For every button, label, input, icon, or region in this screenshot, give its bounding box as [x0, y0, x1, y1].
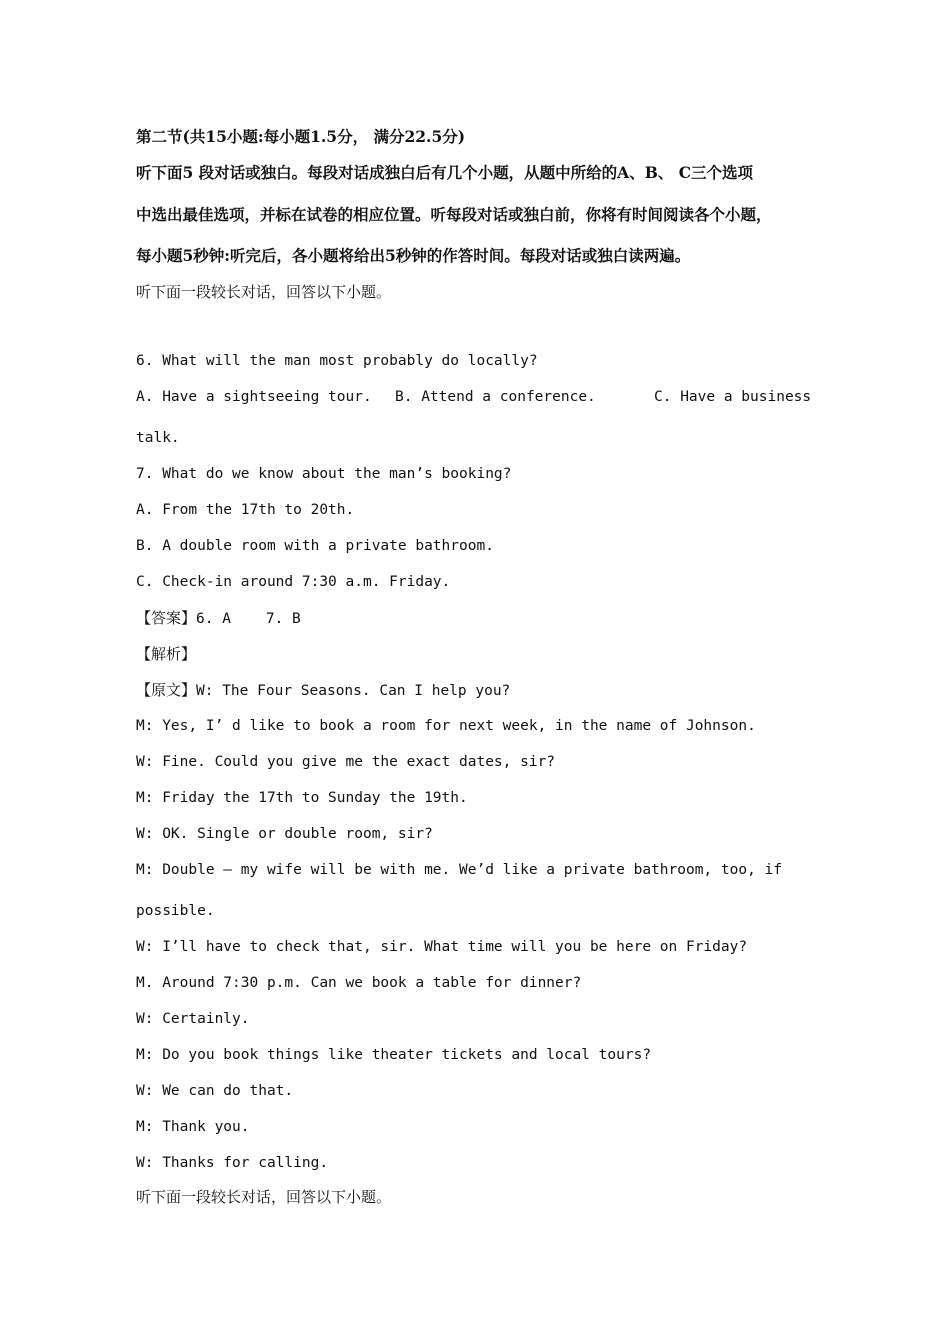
- transcript-line: W: We can do that.: [136, 1083, 294, 1099]
- question-6-option-c-continued: talk.: [136, 430, 180, 446]
- transcript-line: M: Friday the 17th to Sunday the 19th.: [136, 790, 468, 806]
- transcript-line: W: Fine. Could you give me the exact dates, sir?: [136, 754, 556, 770]
- question-7-option-b: B. A double room with a private bathroom.: [136, 538, 494, 554]
- instruction-line-2: 中选出最佳选项，并标在试卷的相应位置。听每段对话或独白前，你将有时间阅读各个小题，: [136, 205, 772, 224]
- question-6-option-c: C. Have a business: [654, 389, 812, 405]
- transcript-line: possible.: [136, 903, 215, 919]
- question-7-option-a: A. From the 17th to 20th.: [136, 502, 355, 518]
- transcript-line: M: Double — my wife will be with me. We’d like a private bathroom, too, if: [136, 862, 783, 878]
- transcript-line: M: Do you book things like theater tickets and local tours?: [136, 1047, 652, 1063]
- transcript-line: W: I’ll have to check that, sir. What time will you be here on Friday?: [136, 939, 748, 955]
- answer-text: 6. A 7. B: [196, 611, 301, 627]
- answer-label: 【答案】: [136, 609, 197, 627]
- question-6-stem: 6. What will the man most probably do locally?: [136, 353, 538, 369]
- question-7-stem: 7. What do we know about the man’s booking?: [136, 466, 512, 482]
- listening-prompt: 听下面一段较长对话，回答以下小题。: [136, 283, 392, 301]
- transcript-first-line: [136, 680, 510, 701]
- instruction-line-1: 听下面5 段对话或独白。每段对话成独白后有几个小题，从题中所给的A、B、 C三个选项: [136, 163, 754, 182]
- question-7-option-c: C. Check-in around 7:30 a.m. Friday.: [136, 574, 451, 590]
- next-listening-prompt: 听下面一段较长对话，回答以下小题。: [136, 1188, 392, 1206]
- transcript-line: M: Yes, I’ d like to book a room for next week, in the name of Johnson.: [136, 718, 756, 734]
- transcript-line: W: Thanks for calling.: [136, 1155, 329, 1171]
- transcript-line: M. Around 7:30 p.m. Can we book a table for dinner?: [136, 975, 582, 991]
- transcript-line: W: Certainly.: [136, 1011, 250, 1027]
- analysis-label: 【解析】: [136, 645, 197, 663]
- answer-line: [136, 608, 301, 629]
- transcript-label: 【原文】: [136, 681, 197, 699]
- instruction-line-3: 每小题5秒钟:听完后，各小题将给出5秒钟的作答时间。每段对话或独白读两遍。: [136, 246, 691, 265]
- transcript-line: W: The Four Seasons. Can I help you?: [196, 683, 511, 699]
- section-header: 第二节(共15小题:每小题1.5分， 满分22.5分): [136, 127, 466, 146]
- transcript-line: W: OK. Single or double room, sir?: [136, 826, 433, 842]
- question-6-option-b: B. Attend a conference.: [395, 389, 596, 405]
- question-6-option-a: A. Have a sightseeing tour.: [136, 389, 372, 405]
- transcript-line: M: Thank you.: [136, 1119, 250, 1135]
